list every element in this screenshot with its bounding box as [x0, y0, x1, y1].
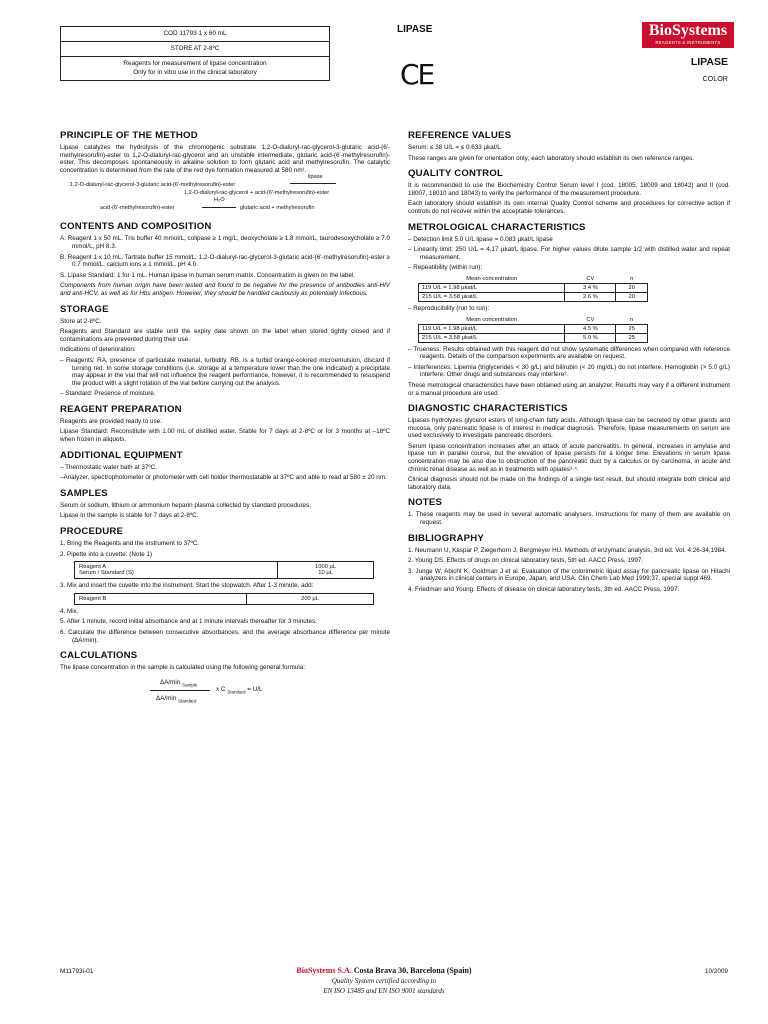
- procedure-step-3: 3. Mix and insert the cuvette into the instrument. Start the stopwatch. After 1-3 minute, add:: [60, 582, 314, 590]
- reagents-line-1: Reagents for measurement of lipase concentration: [123, 60, 267, 68]
- reaction-equation-1: [60, 174, 390, 199]
- reagent-a-label: Reagent A: [79, 564, 107, 571]
- footer-quality: Quality System certified according to: [331, 977, 437, 985]
- col-header-n: n: [630, 275, 634, 282]
- table-cell: 3.4 %: [565, 283, 616, 292]
- reagent-b-label: Reagent B: [75, 593, 247, 604]
- qc-p2: Each laboratory should establish its own internal Quality Control scheme and procedures for corrective action if controls do not recover within the acceptable tolerances.: [408, 200, 730, 215]
- contents-safety-note: Components from human origin have been tested and found to be negative for the presence of antibodies anti-HIV and anti-HCV, as well as for Hbs antigen. However, they should be handled cautiously as potentially infectious.: [60, 282, 390, 297]
- reagent-prep-p1: Reagents are provided ready to use.: [60, 417, 162, 425]
- procedure-step-1: 1. Bring the Reagents and the instrument to 37ºC.: [60, 540, 200, 548]
- col-header-cv: CV: [586, 275, 595, 282]
- table-header-row: [419, 316, 648, 325]
- table-cell: 5.0 %: [565, 333, 616, 342]
- footer-standards: EN ISO 13485 and EN ISO 9001 standards: [323, 987, 445, 995]
- numerator-sub: Sample: [182, 682, 198, 688]
- procedure-step-6: 6. Calculate the difference between consecutive absorbances, and the average absorbance difference per minute (ΔA/min).: [60, 629, 390, 644]
- eq1-right: 1,2-O-dialuryl-rac-glycerol + acid-(6'-methylresorufin)-ester: [184, 190, 330, 197]
- footer-company: BioSystems S.A.: [296, 966, 352, 975]
- metro-detection-limit: – Detection limit 5.0 U/L lipase = 0.083 µkat/L lipase: [408, 235, 553, 243]
- metro-linearity-limit: – Linearity limit: 250 U/L = 4.17 µkat/L lipase. For higher values dilute sample 1/2 with distilled water and repeat measurement.: [408, 246, 730, 261]
- serum-standard-label: Serum / Standard (S): [79, 570, 134, 577]
- storage-p1: Store at 2-8ºC.: [60, 317, 102, 325]
- table-row: [419, 283, 648, 292]
- calculations-p1: The lipase concentration in the sample is calculated using the following general formula:: [60, 664, 306, 672]
- table-header-row: [419, 275, 648, 284]
- procedure-title: PROCEDURE: [60, 526, 124, 538]
- reference-p1: Serum: ≤ 38 U/L = ≤ 0.633 µkat/L: [408, 144, 501, 151]
- reagent-prep-title: REAGENT PREPARATION: [60, 403, 182, 415]
- col-header-mean: Mean concentration: [466, 275, 518, 282]
- footer-company-line: [0, 966, 768, 976]
- table-cell: 4.5 %: [565, 324, 616, 333]
- eq2-arrow: [202, 207, 236, 208]
- metro-repeatability: – Repeatibility (within run):: [408, 264, 483, 272]
- reagent-prep-p2: Lipase Standard: Reconstitute with 1.00 mL of distilled water. Stable for 7 days at 2-8ºC or for 3 months at –18ºC when frozen in aliquots.: [60, 428, 390, 444]
- multiplier-sub: Standard: [227, 689, 246, 695]
- storage-p2: Reagents and Standard are stable until the expiry date shown on the label when stored tightly closed and if contaminations are prevented during their use.: [60, 328, 390, 343]
- reaction-equation-2: [60, 199, 390, 215]
- reagents-note: [61, 57, 329, 79]
- formula-multiplier: [216, 686, 262, 694]
- col-header-n: n: [630, 316, 634, 323]
- samples-p2: Lipase in the sample is stable for 7 days at 2-8ºC.: [60, 512, 199, 520]
- table-cell: 25: [616, 333, 648, 342]
- equipment-title: ADDITIONAL EQUIPMENT: [60, 449, 183, 461]
- metro-interferences: – Interferences: Lipemia (triglycerides < 30 g/L) and bilirubin (< 20 mg/dL) do not interfere. Hemoglobin (> 5.0 g/L) interfere. Other drugs and substances may interfere².: [408, 363, 730, 379]
- footer-date: 10/2009: [704, 968, 728, 975]
- reagent-a-volume: 1000 μL: [315, 564, 337, 571]
- notes-item-1: 1. These reagents may be used in several automatic analysers. Instructions for many of them are available on request.: [408, 511, 730, 527]
- eq1-arrow: [290, 183, 336, 184]
- samples-title: SAMPLES: [60, 487, 108, 499]
- result-text: = U/L: [247, 685, 263, 693]
- reference-p2: These ranges are given for orientation only; each laboratory should establish its own reference ranges.: [408, 154, 694, 162]
- table-cell: 25: [616, 324, 648, 333]
- metro-trueness: – Trueness: Results obtained with this reagent did not show systematic differences when compared with reference reagents. Details of the comparison experiments are available on request.: [408, 345, 730, 361]
- right-column: [408, 124, 730, 597]
- contents-item-a: A. Reagent 1 x 50 mL. Tris buffer 40 mmol/L, colipase ≥ 1 mg/L, deoxycholate ≥ 1.8 mmol/L, taurodesoxycholate ≥ 7.0 mmol/L, pH 8.3.: [60, 235, 390, 250]
- table-cell: 2.6 %: [565, 292, 616, 301]
- reagent-b-volume: 200 μL: [247, 593, 374, 604]
- metro-reproducibility: – Reproducibility (run to run):: [408, 304, 490, 312]
- product-sub: COLOR: [702, 74, 728, 83]
- numerator-text: ΔA/min: [160, 678, 181, 686]
- table-row: [75, 593, 374, 604]
- denominator-text: ΔA/min: [156, 694, 177, 702]
- table-cell: 20: [616, 283, 648, 292]
- eq2-reagent: H₂O: [214, 197, 225, 204]
- table-row: [419, 333, 648, 342]
- biblio-item-3: 3. Junge W, Abicht K, Goldman J et al. Evaluation of the colorimetric liquid assay for pancreatic lipase on Hitachi analyzers in clinical centers in Europe, Japan, and USA. Clin Chem Lab Med 1999;37, special suppl:469.: [408, 567, 730, 583]
- principle-text: Lipase catalyzes the hydrolysis of the chromogenic substrate 1,2-O-dialuryl-rac-glycerol-3-glutaric acid-(6'-methylresorufin)-ester to 1,2-O-dialuryl-rac-glycerol and an unstable intermediate, glutaric acid-(6'-methylresorufin)-ester. This decomposes spontaneously in alkaline solution to form glutaric acid and methylresorufin. The catalytic concentration is determined from the rate of the red dye formation measured at 580 nm¹.: [60, 144, 390, 174]
- contents-item-b: B. Reagent 1 x 10 mL. Tartrate buffer 15 mmol/L, 1,2-O-dialuryl-rac-glycerol-3-glutaric acid-(6'-methylresorufin)-ester ≥ 0.7 mmol/L, calcium ions ≥ 1 mmol/L, pH 4.0.: [60, 253, 390, 269]
- ce-mark: CE: [400, 58, 434, 91]
- equipment-item-1: – Thermostatic water bath at 37ºC.: [60, 463, 158, 471]
- qc-title: QUALITY CONTROL: [408, 168, 504, 180]
- multiplier-text: x C: [216, 685, 226, 693]
- contents-item-s: S. Lipase Standard: 1 for 1 mL. Human lipase in human serum matrix. Concentration is given on the label.: [60, 271, 356, 279]
- notes-title: NOTES: [408, 497, 443, 509]
- table-cell: 215 U/L = 3.58 µkat/L: [419, 333, 565, 342]
- left-column: [60, 124, 390, 709]
- table-cell-value: [278, 562, 374, 579]
- fraction-bar: [150, 690, 210, 691]
- denominator-sub: Standard: [178, 698, 197, 704]
- doc-title: LIPASE: [397, 24, 433, 35]
- eq1-enzyme: lipase: [308, 174, 323, 181]
- brand-logo: [642, 22, 734, 48]
- principle-title: PRINCIPLE OF THE METHOD: [60, 130, 198, 141]
- contents-title: CONTENTS AND COMPOSITION: [60, 221, 212, 233]
- storage-title: STORAGE: [60, 303, 109, 315]
- procedure-step-4: 4. Mix.: [60, 607, 79, 615]
- product-info-box: [60, 26, 330, 81]
- table-cell: 119 U/L = 1.98 µkat/L: [419, 283, 565, 292]
- brand-tagline: REAGENTS & INSTRUMENTS: [655, 40, 721, 45]
- biblio-item-2: 2. Young DS. Effects of drugs on clinical laboratory tests, 5th ed. AACC Press, 1997.: [408, 557, 644, 565]
- col-header-cv: CV: [586, 316, 595, 323]
- calculations-title: CALCULATIONS: [60, 650, 138, 662]
- diag-p2: Serum lipase concentration increases after an attack of acute pancreatitis. In general, increases in amylase and lipase run in parallel course, but the elevation of lipase persists for a longer time. Elevations in serum lipase concentration may be also due to obstruction of the pancreatic duct by a calculus or by carcinoma, in acute and chronic renal disease as well as in treatments with opiates³·⁴.: [408, 442, 730, 473]
- table-row: [75, 562, 374, 579]
- table-row: [419, 324, 648, 333]
- brand-name: BioSystems: [648, 22, 728, 39]
- footer-center: [0, 966, 768, 996]
- serum-standard-volume: 10 μL: [318, 570, 333, 577]
- formula-numerator: [160, 679, 197, 687]
- biblio-item-4: 4. Friedman and Young. Effects of disease on clinical laboratory tests, 3th ed. AACC Press, 1997.: [408, 586, 680, 593]
- biblio-title: BIBLIOGRAPHY: [408, 532, 484, 544]
- pipette-table-1: [74, 561, 374, 579]
- eq2-left: acid-(6'-methylresorufin)-ester: [100, 205, 175, 212]
- reagents-line-2: Only for in vitro use in the clinical laboratory: [133, 68, 257, 76]
- diag-title: DIAGNOSTIC CHARACTERISTICS: [408, 403, 568, 415]
- cod-line: COD 11793 1 x 60 mL: [61, 27, 329, 42]
- reference-title: REFERENCE VALUES: [408, 130, 512, 141]
- equipment-item-2: –Analyzer, spectrophotometer or photometer with cell holder thermostatable at 37ºC and able to read at 580 ± 20 nm.: [60, 474, 387, 482]
- table-row: [419, 292, 648, 301]
- reproducibility-table: [418, 316, 648, 343]
- pipette-table-2: [74, 593, 374, 605]
- product-name: LIPASE: [690, 56, 728, 68]
- metro-title: METROLOGICAL CHARACTERISTICS: [408, 221, 586, 233]
- biblio-item-1: 1. Neumann U, Kaspar P, Ziegerhorn J, Bergmeyer HU. Methods of enzymatic analysis, 3rd ed. Vol. 4:26-34,1984.: [408, 546, 727, 554]
- storage-p3: Indications of deterioration:: [60, 346, 136, 354]
- storage-item-reagents: – Reagents: RA, presence of particulate material, turbidity. RB, is a turbid orange-colored microemulsion, discard if turning red. In some storage conditions (i.e. storage at a temperature lower than the one indicated) a precipitate may appear in the vial that will not influence the reagent performance, however, it is recommended to resuspend the product with a slight rotation of the vial before carrying out the analysis.: [60, 356, 390, 387]
- table-cell: 119 U/L = 1.98 µkat/L: [419, 324, 565, 333]
- eq1-left: 1,2-O-dialuryl-rac-glycerol-3-glutaric acid-(6'-methylresorufin)-ester: [70, 182, 236, 189]
- metro-note: These metrological characteristics have been obtained using an analyzer. Results may vary if a different instrument or a manual procedure are used.: [408, 381, 730, 397]
- table-cell: 215 U/L = 3.58 µkat/L: [419, 292, 565, 301]
- formula-denominator: [156, 695, 196, 703]
- procedure-step-2: 2. Pipette into a cuvette: (Note 1): [60, 550, 153, 558]
- diag-p1: Lipases hydrolyzes glycerol esters of long-chain fatty acids. Although lipase can be secreted by other glands and mucosa, only pancreatic lipase is of interest in medical diagnosis. Therefore, lipase measurements on serum are used exclusively to investigate pancreatic disorders.: [408, 417, 730, 440]
- table-cell: 20: [616, 292, 648, 301]
- qc-p1: It is recommended to use the Biochemistry Control Serum level I (cod. 18005, 18009 and 18042) and II (cod. 18007, 18010 and 18043) to verify the performance of the measurement procedure.: [408, 182, 730, 197]
- repeatability-table: [418, 275, 648, 302]
- store-line: STORE AT 2-8ºC: [61, 42, 329, 57]
- calc-formula: [60, 675, 390, 709]
- storage-item-standard: – Standard: Presence of moisture.: [60, 390, 156, 398]
- col-header-mean: Mean concentration: [466, 316, 518, 323]
- footer-code: M11793i-01: [60, 968, 94, 975]
- eq2-right: glutaric acid + methylresorufin: [240, 205, 315, 212]
- table-cell-name: [75, 562, 278, 579]
- procedure-step-5: 5. After 1 minute, record initial absorbance and at 1 minute intervals thereafter for 3 minutes.: [60, 618, 317, 626]
- diag-p3: Clinical diagnosis should not be made on the findings of a single test result, but should integrate both clinical and laboratory data.: [408, 476, 730, 491]
- samples-p1: Serum or sodium, lithium or ammonium heparin plasma collected by standard procedures.: [60, 501, 311, 509]
- footer-address: Costa Brava 30, Barcelona (Spain): [353, 966, 472, 975]
